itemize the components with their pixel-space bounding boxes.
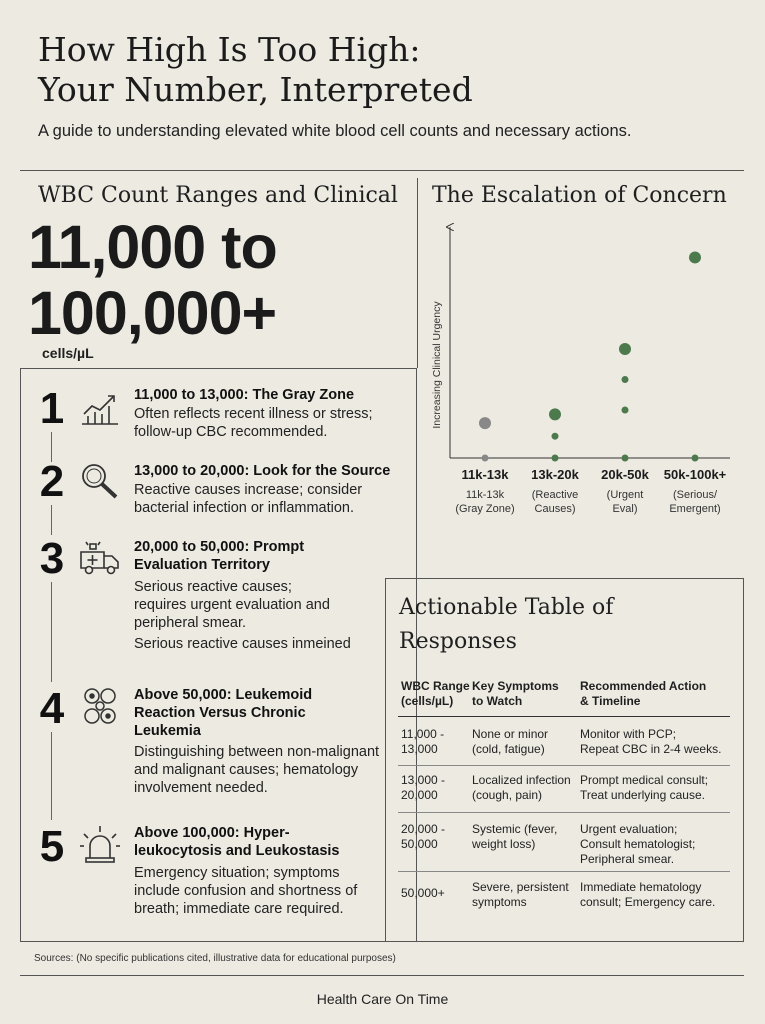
table-cell-range: [401, 822, 445, 852]
step-description: [134, 481, 362, 517]
trend-chart-icon: [78, 388, 122, 428]
magnifier-icon: [78, 460, 122, 500]
chart-point: [622, 407, 629, 414]
table-header-line: (cells/µL): [401, 694, 454, 708]
x-tick-label: 50k-100k+: [663, 467, 727, 482]
x-category-note: 11k-13k (Gray Zone): [455, 489, 515, 515]
step-connector: [51, 732, 52, 820]
chart-point: [619, 343, 631, 355]
step-number: 3: [39, 534, 65, 583]
table-cell-line: Consult hematologist;: [580, 837, 696, 851]
table-cell-line: Systemic (fever,: [472, 822, 558, 836]
table-cell-symptoms: [472, 880, 569, 910]
table-header-line: Key Symptoms: [472, 679, 559, 693]
step-heading-line: Evaluation Territory: [134, 557, 270, 573]
table-cell-line: symptoms: [472, 895, 527, 909]
step-heading-line: Leukemia: [134, 723, 201, 739]
table-cell-line: None or minor: [472, 727, 549, 741]
step-heading-line: leukocytosis and Leukostasis: [134, 843, 340, 859]
step-description-line: Emergency situation; symptoms: [134, 865, 340, 881]
table-header-rule: [398, 716, 730, 717]
step-heading-line: Reaction Versus Chronic: [134, 705, 306, 721]
table-cell-line: 13,000: [401, 742, 438, 756]
table-header-symptoms: [472, 679, 559, 709]
step-number: 5: [39, 822, 65, 871]
table-header-range: [401, 679, 470, 709]
table-header-line: & Timeline: [580, 694, 641, 708]
table-cell-line: Prompt medical consult;: [580, 773, 709, 787]
alarm-light-icon: [78, 824, 122, 864]
step-number: 4: [39, 684, 65, 733]
table-row-rule: [398, 871, 730, 872]
footer-top-rule: [20, 941, 417, 942]
header-divider: [20, 170, 744, 171]
table-cell-line: (cough, pain): [472, 788, 543, 802]
step-description-line: requires urgent evaluation and: [134, 597, 330, 613]
step-connector: [51, 582, 52, 682]
table-cell-line: Treat underlying cause.: [580, 788, 705, 802]
table-header-line: Recommended Action: [580, 679, 707, 693]
range-line-2: 100,000+: [28, 279, 277, 347]
table-cell-action: [580, 773, 708, 803]
ranges-section-title: WBC Count Ranges and Clinical: [38, 183, 398, 208]
table-header-line: to Watch: [472, 694, 523, 708]
chart-point: [622, 455, 629, 462]
x-category-note: (Urgent Eval): [606, 489, 644, 515]
table-row-rule: [398, 765, 730, 766]
chart-point: [552, 433, 559, 440]
table-cell-line: 50,000: [401, 837, 438, 851]
step-heading: 11,000 to 13,000: The Gray Zone: [134, 387, 355, 403]
wbc-range-headline: [28, 214, 277, 346]
table-cell-action: [580, 880, 715, 910]
chart-point: [622, 376, 629, 383]
table-cell-line: 11,000 -: [401, 727, 445, 741]
table-cell-line: Monitor with PCP;: [580, 727, 677, 741]
step-connector: [51, 505, 52, 535]
page-title: [38, 30, 473, 110]
chart-point: [689, 251, 701, 263]
page-subtitle: A guide to understanding elevated white blood cell counts and necessary actions.: [38, 122, 632, 140]
step-description-line: include confusion and shortness of: [134, 883, 358, 899]
step-description: [134, 743, 379, 797]
step-heading: 13,000 to 20,000: Look for the Source: [134, 463, 391, 479]
table-cell-line: 20,000: [401, 788, 438, 802]
step-extra-note: Serious reactive causes inmeined: [134, 636, 351, 652]
sources-note: Sources: (No specific publications cited, illustrative data for educational purposes): [34, 953, 396, 964]
x-tick-label: 20k-50k: [601, 467, 649, 482]
table-cell-line: Immediate hematology: [580, 880, 702, 894]
step-number: 2: [39, 457, 65, 506]
chart-point: [479, 417, 491, 429]
table-cell-range: [401, 886, 445, 901]
table-cell-line: 20,000 -: [401, 822, 446, 836]
step-description: [134, 864, 357, 918]
step-heading: [134, 686, 312, 740]
step-description-line: follow-up CBC recommended.: [134, 424, 328, 440]
table-cell-symptoms: [472, 773, 571, 803]
table-cell-line: Severe, persistent: [472, 880, 569, 894]
y-axis-label: Increasing Clinical Urgency: [431, 301, 443, 429]
ambulance-icon: [78, 538, 122, 578]
table-title: [399, 591, 613, 659]
cells-icon: [78, 686, 122, 726]
table-cell-line: Localized infection: [472, 773, 571, 787]
column-divider: [417, 178, 418, 368]
table-cell-range: [401, 773, 445, 803]
x-tick-label: 13k-20k: [531, 467, 579, 482]
footer-divider: [20, 975, 744, 976]
table-cell-symptoms: [472, 822, 557, 852]
chart-point: [482, 455, 489, 462]
step-heading-line: Above 100,000: Hyper-: [134, 825, 290, 841]
table-cell-action: [580, 822, 695, 867]
step-description-line: breath; immediate care required.: [134, 901, 344, 917]
range-line-1: 11,000 to: [28, 213, 277, 281]
table-header-line: WBC Range: [401, 679, 470, 693]
step-description-line: Serious reactive causes;: [134, 579, 292, 595]
step-description-line: involvement needed.: [134, 780, 268, 796]
escalation-chart: [420, 215, 745, 525]
step-heading-line: Above 50,000: Leukemoid: [134, 687, 313, 703]
chart-point: [552, 455, 559, 462]
step-description-line: Often reflects recent illness or stress;: [134, 406, 373, 422]
step-number: 1: [39, 384, 65, 433]
table-cell-symptoms: [472, 727, 548, 757]
chart-point: [692, 455, 699, 462]
step-description: [134, 578, 330, 632]
step-description-line: bacterial infection or inflammation.: [134, 500, 355, 516]
title-line-2: Your Number, Interpreted: [38, 70, 473, 109]
chart-point: [549, 408, 561, 420]
x-tick-label: 11k-13k: [461, 467, 509, 482]
table-cell-action: [580, 727, 721, 757]
step-heading: [134, 538, 304, 574]
table-cell-range: [401, 727, 444, 757]
table-cell-line: (cold, fatigue): [472, 742, 545, 756]
chart-title: The Escalation of Concern: [432, 183, 727, 208]
table-title-line: Actionable Table of: [399, 595, 614, 620]
step-description-line: Reactive causes increase; consider: [134, 482, 363, 498]
x-category-note: (Serious/ Emergent): [669, 489, 721, 515]
title-line-1: How High Is Too High:: [38, 30, 421, 69]
step-heading-line: 20,000 to 50,000: Prompt: [134, 539, 305, 555]
table-cell-line: Repeat CBC in 2-4 weeks.: [580, 742, 722, 756]
range-unit: cells/µL: [42, 345, 94, 361]
table-cell-line: weight loss): [472, 837, 536, 851]
table-header-action: [580, 679, 706, 709]
x-category-note: (Reactive Causes): [531, 489, 579, 515]
table-cell-line: Peripheral smear.: [580, 852, 675, 866]
table-cell-line: consult; Emergency care.: [580, 895, 716, 909]
brand-footer: Health Care On Time: [316, 991, 449, 1007]
table-cell-line: 50,000+: [401, 886, 445, 900]
step-description-line: Distinguishing between non-malignant: [134, 744, 380, 760]
table-cell-line: Urgent evaluation;: [580, 822, 678, 836]
step-description: [134, 405, 373, 441]
table-row-rule: [398, 812, 730, 813]
step-description-line: and malignant causes; hematology: [134, 762, 359, 778]
table-title-line: Responses: [399, 629, 517, 654]
table-cell-line: 13,000 -: [401, 773, 446, 787]
step-description-line: peripheral smear.: [134, 615, 247, 631]
step-heading: [134, 824, 340, 860]
